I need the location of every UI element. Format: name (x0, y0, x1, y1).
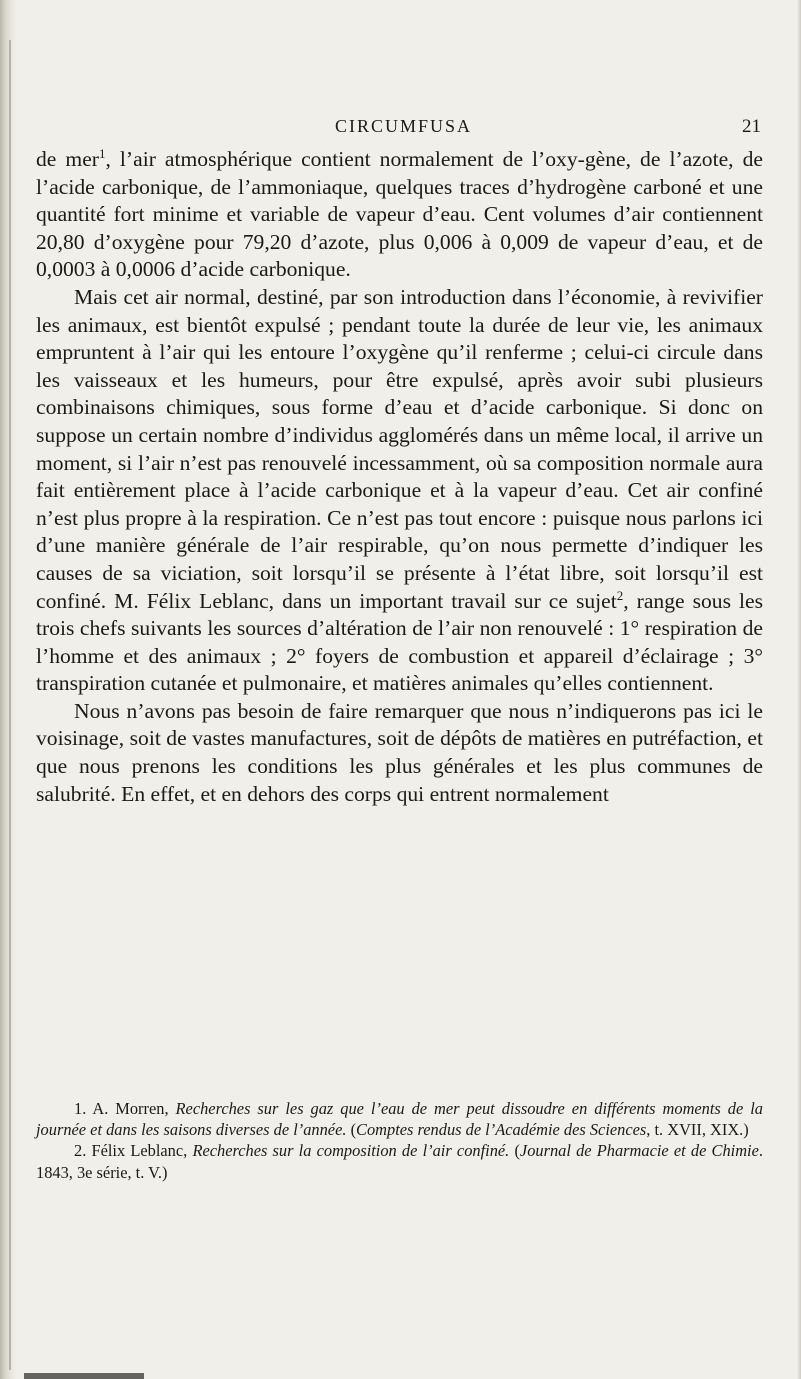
footnote-ref-1: 1 (99, 146, 106, 161)
footnotes (36, 1098, 763, 1183)
footnote-author: A. Morren, (92, 1099, 169, 1118)
page-right-edge (797, 0, 801, 1379)
scan-artifact (24, 1373, 144, 1379)
footnote-source-details: , t. XVII, XIX.) (646, 1120, 749, 1140)
footnote-number: 2. (74, 1141, 87, 1161)
footnote-paren: ( (350, 1120, 357, 1140)
footnote-ref-2: 2 (616, 587, 624, 603)
paragraph-2-post: , range sous les trois chefs suivants les sources d’altération de l’air non renouvelé : 1° respiration de l’homme et des animaux ; 2° foyers de combustion et appareil d’éclairage ; 3° transpiration cutanée et pulmonaire, et matières animales qu’elles contiennent. (36, 588, 763, 696)
footnote-2 (36, 1140, 763, 1182)
footnote-source: Journal de Pharmacie et de Chimie (519, 1141, 759, 1161)
paragraph-1-pre: de mer (36, 147, 99, 171)
paragraph-2-pre: Mais cet air normal, destiné, par son introduction dans l’économie, à revivifier les animaux, est bientôt expulsé ; pendant toute la durée de leur vie, les animaux empruntent à l’air qui les entoure l’oxygène qu’il renferme ; celui-ci circule dans les vaisseaux et les humeurs, pour être expulsé, après avoir subi plusieurs combinaisons chimiques, sous forme d’eau et d’acide carbonique. Si donc on suppose un certain nombre d’individus agglomérés dans un même local, il arrive un moment, si l’air n’est pas renouvelé incessamment, où sa composition normale aura fait entièrement place à l’acide carbonique et à la vapeur d’eau. Cet air confiné n’est plus propre à la respiration. Ce n’est pas tout encore : puisque nous parlons ici d’une manière générale de l’air respirable, qu’on nous permette d’indiquer les causes de sa viciation, soit lorsqu’il se présente à l’état libre, soit lorsqu’il est confiné. M. Félix Leblanc, dans un important travail sur ce sujet (36, 284, 763, 613)
footnote-number: 1. (74, 1099, 87, 1118)
paragraph-1 (36, 146, 763, 284)
binding-edge (9, 40, 11, 1370)
running-title: CIRCUMFUSA (334, 116, 473, 136)
footnote-title: Recherches sur la composition de l’air confiné. (192, 1141, 510, 1161)
book-gutter-shadow (0, 0, 16, 1379)
paragraph-3: Nous n’avons pas besoin de faire remarquer que nous n’indiquerons pas ici le voisinage, soit de vastes manufactures, soit de dépôts de matières en putréfaction, et que nous prenons les conditions les plus générales et les plus communes de salubrité. En effet, et en dehors des corps qui entrent normalement (36, 698, 763, 806)
footnote-title: Recherches sur les gaz que l’eau de mer peut dissoudre en différents moments de la journée et dans les saisons diverses de l’année. (36, 1099, 763, 1140)
footnote-author: Félix Leblanc, (91, 1141, 188, 1161)
footnote-1 (36, 1098, 763, 1140)
footnote-source-details: . 1843, 3e série, t. V.) (36, 1141, 763, 1182)
page-number: 21 (742, 116, 761, 137)
paragraph-1-text: , l’air atmosphérique contient normalement de l’oxy-gène, de l’azote, de l’acide carbonique, de l’ammoniaque, quelques traces d’hydrogène carboné et une quantité fort minime et variable de vapeur d’eau. Cent volumes d’air contiennent 20,80 d’oxygène pour 79,20 d’azote, plus 0,006 à 0,009 de vapeur d’eau, et de 0,0003 à 0,0006 d’acide carbonique. (36, 147, 763, 282)
paragraph-2 (36, 284, 763, 698)
footnote-source: Comptes rendus de l’Académie des Sciences (356, 1120, 647, 1140)
footnote-paren: ( (514, 1141, 520, 1161)
body-text (36, 146, 763, 808)
